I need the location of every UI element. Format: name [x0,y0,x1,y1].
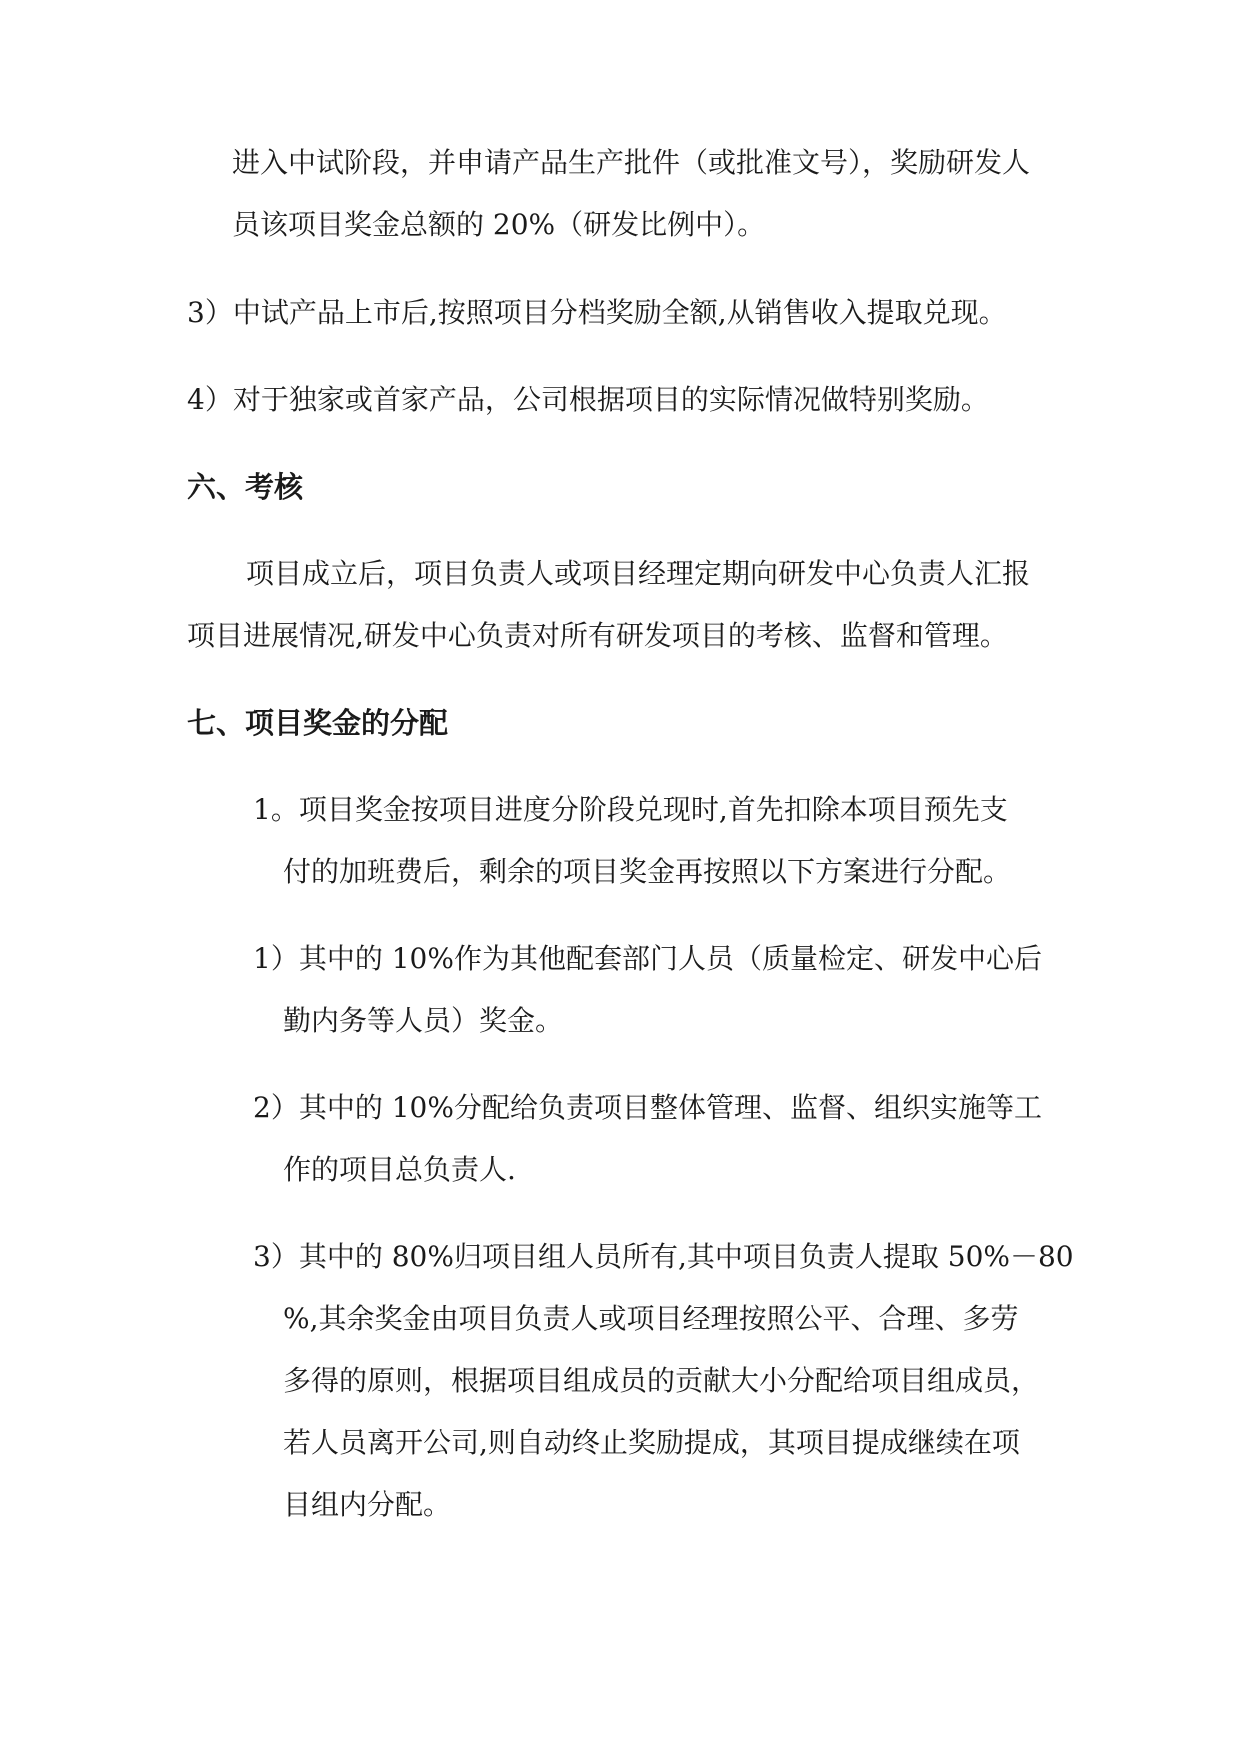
list-item-continuation: 勤内务等人员）奖金。 [283,1004,564,1037]
list-item-continuation: 目组内分配。 [283,1488,452,1521]
paragraph-line: 员该项目奖金总额的 20%（研发比例中）。 [232,208,766,241]
paragraph-line: 项目成立后，项目负责人或项目经理定期向研发中心负责人汇报 [246,557,1031,590]
list-item-1: 1）其中的 10%作为其他配套部门人员（质量检定、研发中心后 [253,942,1042,975]
list-item-continuation: 若人员离开公司,则自动终止奖励提成，其项目提成继续在项 [283,1426,1020,1459]
list-item-4: 4）对于独家或首家产品，公司根据项目的实际情况做特别奖励。 [187,383,989,416]
list-item-3: 3）其中的 80%归项目组人员所有,其中项目负责人提取 50%－80 [253,1240,1074,1273]
list-item-2: 2）其中的 10%分配给负责项目整体管理、监督、组织实施等工 [253,1091,1042,1124]
section-heading-assessment: 六、考核 [187,470,304,504]
list-item-3: 3）中试产品上市后,按照项目分档奖励全额,从销售收入提取兑现。 [187,296,1007,329]
section-heading-bonus-distribution: 七、项目奖金的分配 [187,706,449,740]
paragraph-line: 付的加班费后，剩余的项目奖金再按照以下方案进行分配。 [283,855,1012,888]
paragraph-line: 项目进展情况,研发中心负责对所有研发项目的考核、监督和管理。 [187,619,1008,652]
list-item-continuation: 作的项目总负责人. [283,1153,516,1186]
list-item-continuation: 多得的原则，根据项目组成员的贡献大小分配给项目组成员， [283,1364,1040,1397]
paragraph-line: 1。项目奖金按项目进度分阶段兑现时,首先扣除本项目预先支 [253,793,1008,826]
paragraph-line: 进入中试阶段，并申请产品生产批件（或批准文号），奖励研发人 [232,146,1031,179]
list-item-continuation: %,其余奖金由项目负责人或项目经理按照公平、合理、多劳 [283,1302,1019,1335]
